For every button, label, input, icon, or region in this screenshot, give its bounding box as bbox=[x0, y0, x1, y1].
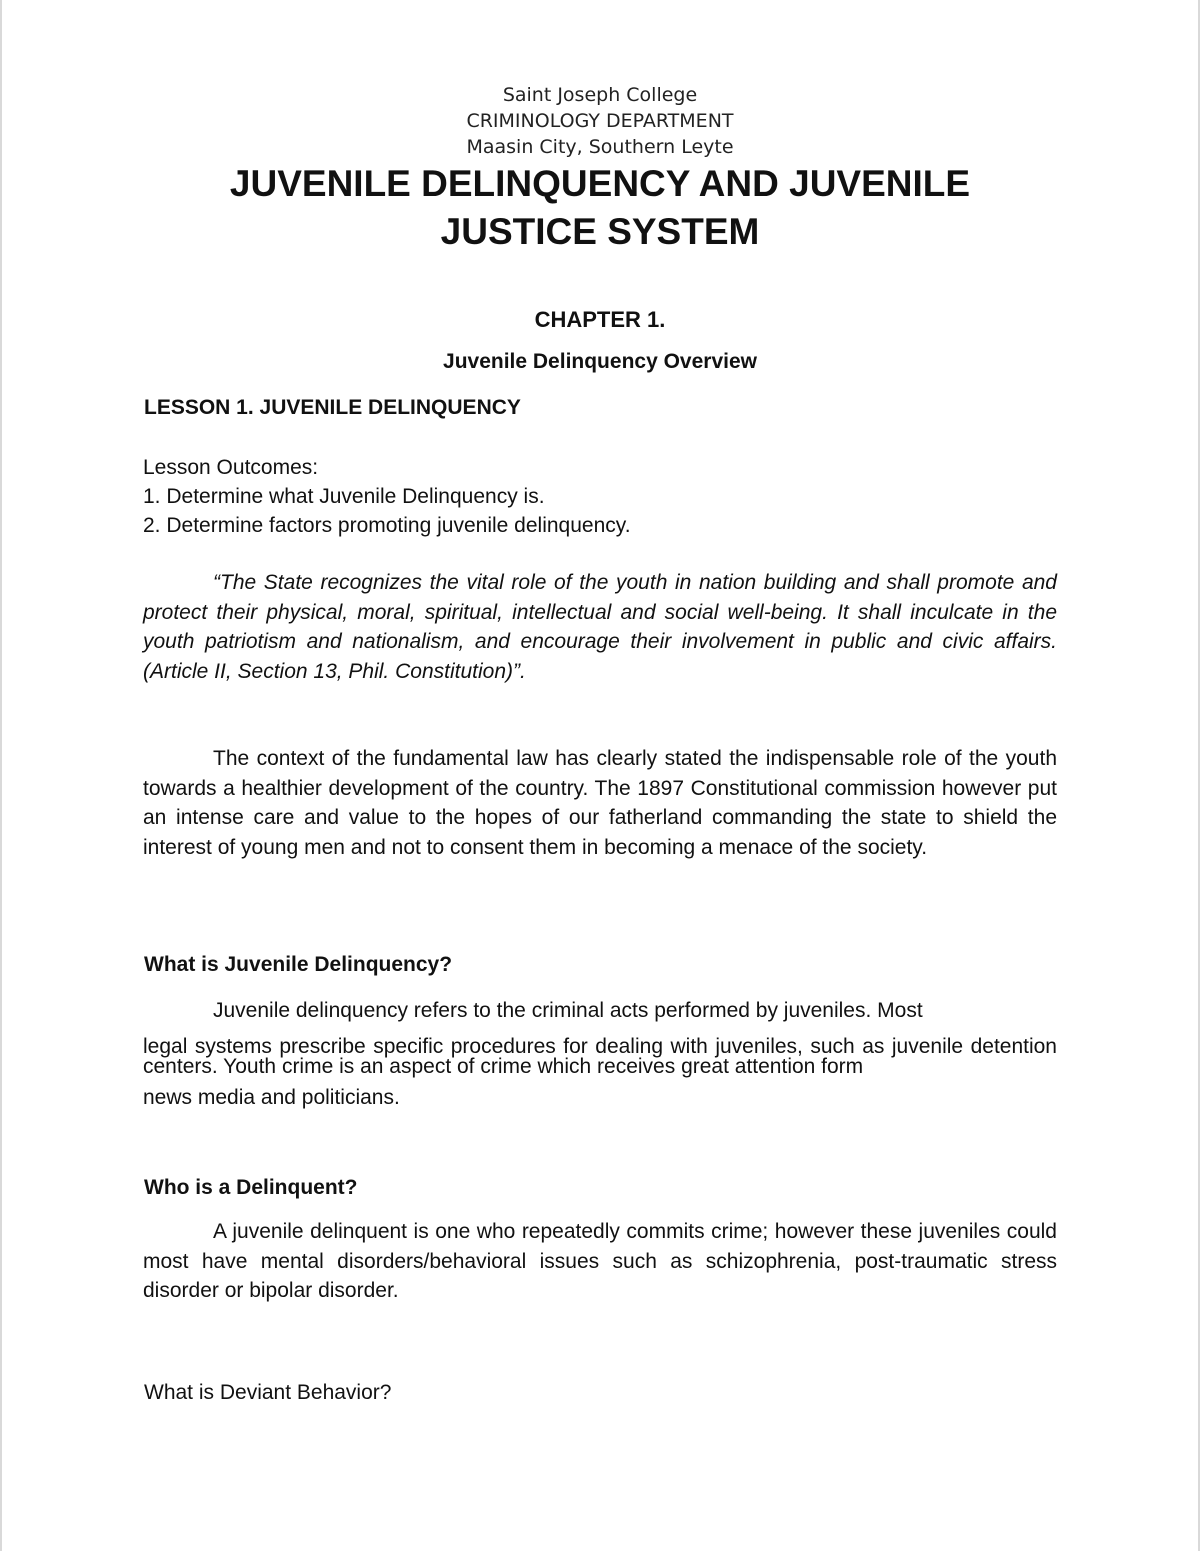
constitution-quote bbox=[143, 568, 1057, 686]
what-is-line-1 bbox=[143, 996, 1057, 1026]
who-is-paragraph bbox=[143, 1217, 1057, 1306]
outcome-item: 2. Determine factors promoting juvenile delinquency. bbox=[143, 514, 631, 537]
who-is-text: A juvenile delinquent is one who repeatedly commits crime; however these juveniles could most have mental disorders/behavioral issues such as schizophrenia, post-traumatic stress disorder or bipolar disorder. bbox=[143, 1220, 1057, 1302]
outcomes-label: Lesson Outcomes: bbox=[143, 456, 319, 479]
lesson-outcomes bbox=[143, 453, 631, 540]
chapter-subtitle: Juvenile Delinquency Overview bbox=[443, 350, 757, 373]
what-is-line-3: news media and politicians. bbox=[143, 1086, 400, 1109]
section-heading-deviant: What is Deviant Behavior? bbox=[144, 1381, 392, 1404]
institution-location: Maasin City, Southern Leyte bbox=[466, 136, 734, 158]
outcome-item: 1. Determine what Juvenile Delinquency is. bbox=[143, 485, 545, 508]
chapter-label: CHAPTER 1. bbox=[534, 307, 666, 332]
document-header bbox=[0, 82, 1200, 160]
section-heading-what-is: What is Juvenile Delinquency? bbox=[144, 953, 453, 976]
lesson-title: LESSON 1. JUVENILE DELINQUENCY bbox=[144, 396, 521, 419]
document-title bbox=[0, 160, 1200, 256]
title-line-2: JUSTICE SYSTEM bbox=[440, 211, 760, 252]
title-line-1: JUVENILE DELINQUENCY AND JUVENILE bbox=[229, 163, 971, 204]
section-heading-who-is: Who is a Delinquent? bbox=[144, 1176, 358, 1199]
context-text: The context of the fundamental law has clearly stated the indispensable role of the youth towards a healthier development of the country. The 1897 Constitutional commission however put an intense care and value to the hopes of our fatherland commanding the state to shield the interest of young men and not to consent them in becoming a menace of the society. bbox=[143, 747, 1057, 859]
institution-name: Saint Joseph College bbox=[502, 84, 698, 106]
what-is-line-2: legal systems prescribe specific procedures for dealing with juveniles, such as juvenile detention centers. Youth crime is an aspect of crime which receives great attention form bbox=[143, 1035, 1057, 1078]
department-name: CRIMINOLOGY DEPARTMENT bbox=[466, 110, 734, 132]
what-is-text-1: Juvenile delinquency refers to the criminal acts performed by juveniles. Most bbox=[213, 999, 923, 1022]
quote-text: “The State recognizes the vital role of the youth in nation building and shall promote and protect their physical, moral, spiritual, intellectual and social well-being. It shall inculcate in the youth patriotism and nationalism, and encourage their involvement in public and civic affairs. (Article II, Section 13, Phil. Constitution)”. bbox=[143, 571, 1057, 683]
context-paragraph bbox=[143, 744, 1057, 862]
